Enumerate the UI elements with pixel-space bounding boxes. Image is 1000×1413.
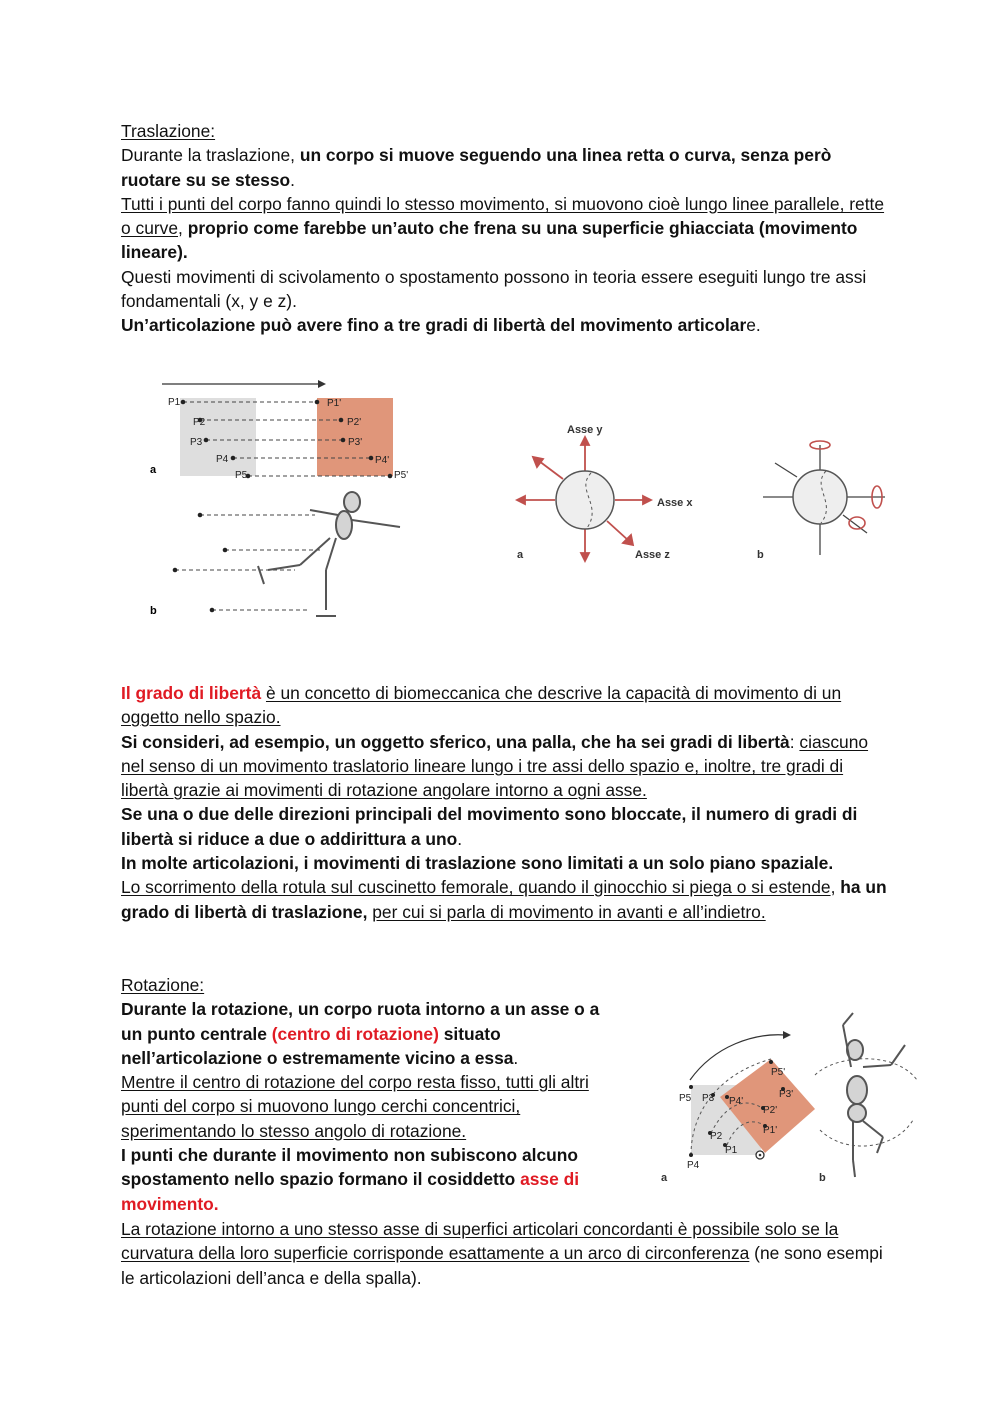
point-label: P2' <box>347 417 362 428</box>
sphere-b <box>793 470 847 524</box>
point-label: P4' <box>729 1096 744 1107</box>
rotation-section <box>121 973 621 1216</box>
translation-paragraph-1: Durante la traslazione, un corpo si muove seguendo una linea retta o curva, senza però ruotare su se stesso. <box>121 145 832 190</box>
point-label: P2 <box>193 417 206 428</box>
point-label: P4 <box>687 1160 700 1171</box>
rotation-section-end <box>121 1217 891 1290</box>
sphere-a <box>556 471 614 529</box>
rotation-heading: Rotazione: <box>121 975 205 995</box>
axes-figure <box>505 415 900 570</box>
rotation-paragraph-2: Mentre il centro di rotazione del corpo resta fisso, tutti gli altri punti del corpo si muovono lungo cerchi concentrici, sperimentando lo stesso angolo di rotazione. <box>121 1072 589 1141</box>
point-label: P3' <box>348 437 363 448</box>
dancer-figure <box>843 1013 905 1177</box>
asse-z-label: Asse z <box>635 549 670 561</box>
point-label: P5' <box>394 470 409 481</box>
point-label: P5' <box>771 1067 786 1078</box>
point-label: P1' <box>327 398 342 409</box>
point-label: P4' <box>375 455 390 466</box>
point-label: P3 <box>702 1093 715 1104</box>
freedom-paragraph-2: Si consideri, ad esempio, un oggetto sferico, una palla, che ha sei gradi di libertà: ciascuno nel senso di un movimento traslatorio lineare lungo i tre assi dello spazio e, inoltre, tre gradi di libertà grazie ai movimenti di rotazione angolare intorno a ogni asse. <box>121 731 869 801</box>
point-label: P3' <box>779 1089 794 1100</box>
translation-paragraph-2: Tutti i punti del corpo fanno quindi lo stesso movimento, si muovono cioè lungo linee parallele, rette o curve, proprio come farebbe un’auto che frena su una superficie ghiacciata (movimento lineare). <box>121 193 885 263</box>
translation-paragraph-4: Un’articolazione può avere fino a tre gradi di libertà del movimento articolare. <box>121 315 761 336</box>
point-label: P1 <box>168 397 181 408</box>
freedom-section <box>121 681 891 924</box>
translation-figure <box>140 370 430 630</box>
freedom-paragraph-1: Il grado di libertà è un concetto di biomeccanica che descrive la capacità di movimento di un oggetto nello spazio. <box>121 683 842 728</box>
rotation-paragraph-3: I punti che durante il movimento non subiscono alcuno spostamento nello spazio formano il cosiddetto asse di movimento. <box>121 1145 580 1214</box>
figure-label-a: a <box>150 464 157 476</box>
figure-label-a: a <box>517 549 524 561</box>
rotation-paragraph-4: La rotazione intorno a uno stesso asse di superfici articolari concordanti è possibile solo se la curvatura della loro superficie corrisponde esattamente a un arco di circonferenza (ne sono esempi le articolazioni dell’anca e della spalla). <box>121 1219 883 1288</box>
translation-paragraph-3: Questi movimenti di scivolamento o spostamento possono in teoria essere eseguiti lungo tre assi fondamentali (x, y e z). <box>121 266 867 312</box>
skater-figure <box>258 492 400 616</box>
asse-x-label: Asse x <box>657 497 693 509</box>
point-label: P3 <box>190 437 203 448</box>
freedom-paragraph-5: Lo scorrimento della rotula sul cuscinetto femorale, quando il ginocchio si piega o si estende, ha un grado di libertà di traslazione, per cui si parla di movimento in avanti e all’indietro. <box>121 877 887 922</box>
figure-label-b: b <box>150 605 157 617</box>
point-label: P2' <box>763 1105 778 1116</box>
point-label: P5 <box>679 1093 692 1104</box>
figure-label-b: b <box>819 1172 826 1184</box>
translation-section <box>121 119 891 338</box>
asse-y-label: Asse y <box>567 424 603 436</box>
rotation-figure <box>655 1005 925 1190</box>
rotation-paragraph-1: Durante la rotazione, un corpo ruota intorno a un asse o a un punto centrale (centro di rotazione) situato nell’articolazione o estremamente vicino a essa. <box>121 999 600 1068</box>
figure-label-a: a <box>661 1172 668 1184</box>
point-label: P1' <box>763 1125 778 1136</box>
point-label: P2 <box>710 1131 723 1142</box>
freedom-paragraph-4: In molte articolazioni, i movimenti di traslazione sono limitati a un solo piano spaziale. <box>121 853 834 874</box>
point-label: P4 <box>216 454 229 465</box>
freedom-paragraph-3: Se una o due delle direzioni principali del movimento sono bloccate, il numero di gradi di libertà si riduce a due o addirittura a uno. <box>121 804 858 849</box>
point-label: P1 <box>725 1145 738 1156</box>
figure-label-b: b <box>757 549 764 561</box>
translation-heading: Traslazione: <box>121 121 216 141</box>
point-label: P5 <box>235 470 248 481</box>
